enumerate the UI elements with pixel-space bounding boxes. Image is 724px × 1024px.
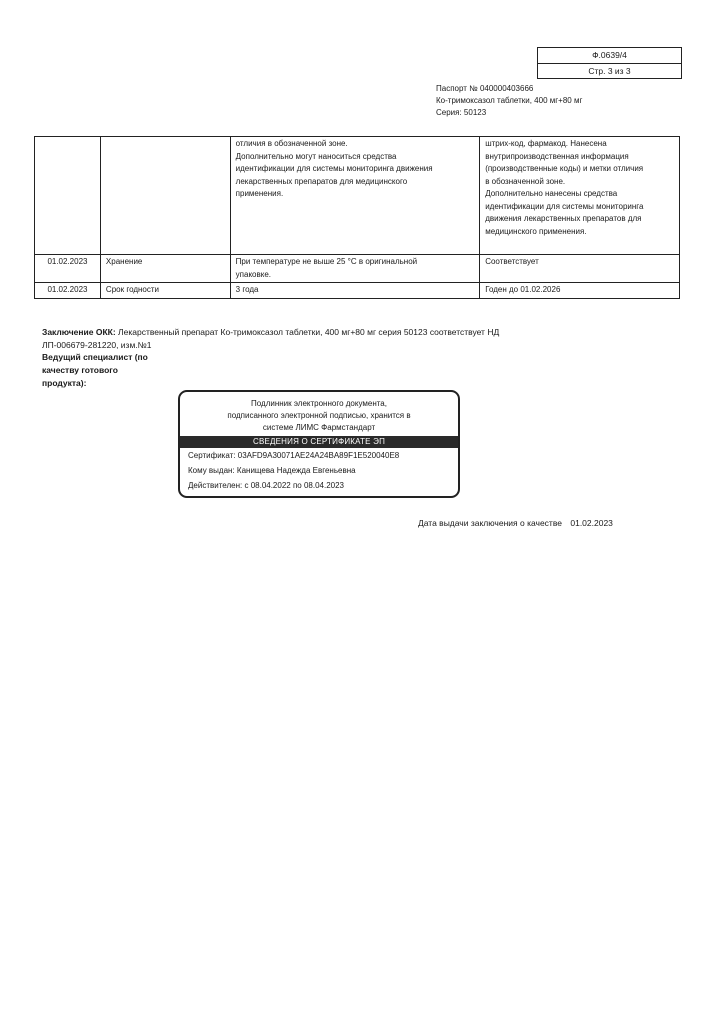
issued-row: [180, 464, 458, 478]
table-row: [35, 137, 680, 255]
page-number: Стр. 3 из 3: [538, 63, 681, 79]
issue-date-label: Дата выдачи заключения о качестве: [418, 518, 562, 528]
issued-label: Кому выдан:: [188, 466, 235, 475]
form-code-box: [537, 47, 682, 79]
stamp-header: [180, 392, 458, 434]
conclusion-text: Лекарственный препарат Ко-тримоксазол таблетки, 400 мг+80 мг серия 50123 соответствует НД ЛП-006679-281220, изм.№1: [42, 327, 500, 350]
row-result: [480, 137, 680, 255]
valid-row: [180, 479, 458, 493]
result-text: штрих-код, фармакод. Нанесена внутрипроизводственная информация (производственные коды) и метки отличия в обозначенной зоне. Дополнительно нанесены средства идентификации для системы мониторинга движения лекарственных препаратов для медицинского применения.: [485, 139, 644, 236]
requirement-text: отличия в обозначенной зоне. Дополнительно могут наноситься средства идентификации для системы мониторинга движения лекарственных препаратов для медицинского применения.: [235, 139, 433, 198]
row-result: Годен до 01.02.2026: [480, 283, 680, 299]
conclusion-label: Заключение ОКК:: [42, 327, 116, 337]
row-requirement: 3 года: [230, 283, 480, 299]
certificate-value: 03AFD9A30071AE24A24BA89F1E520040E8: [237, 451, 400, 460]
passport-header: [436, 83, 582, 119]
qc-conclusion: [42, 326, 522, 352]
row-test-name: Хранение: [100, 255, 230, 283]
valid-value: с 08.04.2022 по 08.04.2023: [244, 481, 344, 490]
issue-date-line: [418, 518, 613, 528]
row-date: 01.02.2023: [35, 255, 101, 283]
table-row: [35, 255, 680, 283]
quality-table: [34, 136, 680, 299]
table-row: [35, 283, 680, 299]
form-code: Ф.0639/4: [592, 50, 627, 60]
row-requirement: [230, 137, 480, 255]
row-test-name: Срок годности: [100, 283, 230, 299]
product-name: Ко-тримоксазол таблетки, 400 мг+80 мг: [436, 96, 583, 105]
certificate-band: СВЕДЕНИЯ О СЕРТИФИКАТЕ ЭП: [180, 436, 458, 448]
valid-label: Действителен:: [188, 481, 243, 490]
issue-date-value: 01.02.2023: [570, 518, 613, 528]
row-result: Соответствует: [480, 255, 680, 283]
stamp-line: системе ЛИМС Фармстандарт: [262, 423, 376, 432]
row-date: [35, 137, 101, 255]
row-test-name: [100, 137, 230, 255]
row-date: 01.02.2023: [35, 283, 101, 299]
row-requirement: При температуре не выше 25 °С в оригинальной упаковке.: [230, 255, 480, 283]
certificate-row: [180, 449, 458, 463]
series-number: Серия: 50123: [436, 108, 487, 117]
certificate-label: Сертификат:: [188, 451, 236, 460]
stamp-line: подписанного электронной подписью, хранится в: [227, 411, 411, 420]
issued-value: Канищева Надежда Евгеньевна: [236, 466, 356, 475]
specialist-label: Ведущий специалист (по качеству готового продукта):: [42, 352, 148, 388]
stamp-line: Подлинник электронного документа,: [251, 399, 387, 408]
passport-number: Паспорт № 040000403666: [436, 84, 534, 93]
e-signature-stamp: [178, 390, 460, 498]
